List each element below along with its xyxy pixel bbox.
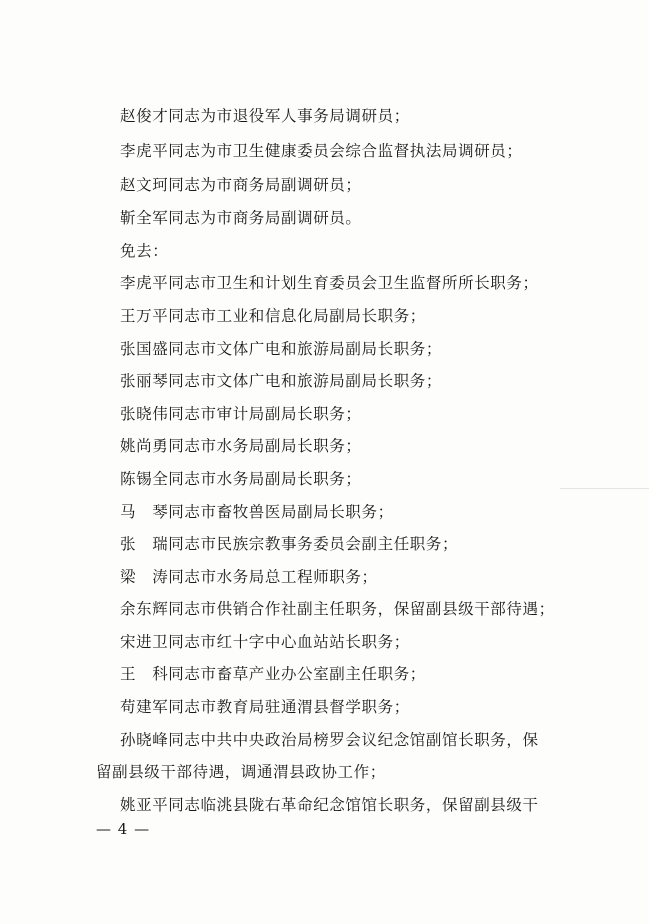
- text-line: 陈锡全同志市水务局副局长职务；: [120, 470, 362, 488]
- text-line: 姚尚勇同志市水务局副局长职务；: [120, 437, 362, 455]
- page-number: — 4 —: [96, 820, 151, 838]
- text-line: 张丽琴同志市文体广电和旅游局副局长职务；: [120, 372, 443, 390]
- text-line: 李虎平同志为市卫生健康委员会综合监督执法局调研员；: [120, 142, 523, 160]
- text-line: 张晓伟同志市审计局副局长职务；: [120, 405, 362, 423]
- text-line: 王 科同志市畜草产业办公室副主任职务；: [120, 665, 426, 683]
- text-line: 赵俊才同志为市退役军人事务局调研员；: [120, 107, 410, 125]
- text-line: 靳全军同志为市商务局副调研员。: [120, 209, 362, 227]
- text-line: 姚亚平同志临洮县陇右革命纪念馆馆长职务，保留副县级干: [120, 796, 539, 814]
- text-line: 免去：: [120, 242, 169, 260]
- text-line: 张 瑞同志市民族宗教事务委员会副主任职务；: [120, 535, 459, 553]
- text-line: 苟建军同志市教育局驻通渭县督学职务；: [120, 698, 410, 716]
- text-line: 马 琴同志市畜牧兽医局副局长职务；: [120, 503, 394, 521]
- text-line: 梁 涛同志市水务局总工程师职务；: [120, 568, 378, 586]
- text-line: 王万平同志市工业和信息化局副局长职务；: [120, 307, 426, 325]
- text-line: 余东辉同志市供销合作社副主任职务，保留副县级干部待遇；: [120, 600, 555, 618]
- text-line: 张国盛同志市文体广电和旅游局副局长职务；: [120, 340, 443, 358]
- text-line: 留副县级干部待遇，调通渭县政协工作；: [96, 763, 386, 781]
- text-line: 赵文珂同志为市商务局副调研员；: [120, 176, 362, 194]
- text-line: 李虎平同志市卫生和计划生育委员会卫生监督所所长职务；: [120, 274, 539, 292]
- text-line: 宋进卫同志市红十字中心血站站长职务；: [120, 633, 410, 651]
- text-line: 孙晓峰同志中共中央政治局榜罗会议纪念馆副馆长职务，保: [120, 731, 539, 749]
